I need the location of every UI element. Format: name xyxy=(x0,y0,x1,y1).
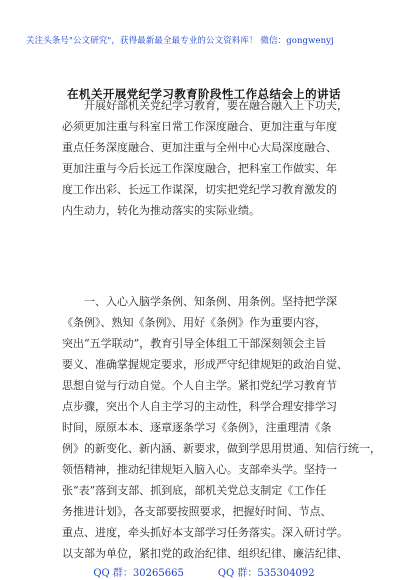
promo-header: 关注头条号"公文研究"，获得最新最全最专业的公文资料库！ 微信：gongwenyj xyxy=(26,36,334,46)
paragraph-line: 要义、准确掌握规定要求，形成严守纪律规矩的政治自觉、 xyxy=(62,358,348,371)
document-title: 在机关开展党纪学习教育阶段性工作总结会上的讲话 xyxy=(67,87,341,101)
paragraph-line: 领悟精神，推动纪律规矩入脑入心。支部牵头学。坚持一 xyxy=(62,463,337,476)
paragraph-line: 《条例》、熟知《条例》、用好《条例》作为重要内容， xyxy=(62,316,326,329)
footer-qq-group-2: QQ 群：535304092 xyxy=(217,568,315,579)
footer-qq-group-1: QQ 群：30265665 xyxy=(93,568,184,579)
paragraph-line: 例》的新变化、新内涵、新要求，做到学思用贯通、知信行统一， xyxy=(62,442,381,455)
paragraph-line: 一、入心入脑学条例、知条例、用条例。坚持把学深 xyxy=(84,295,337,308)
paragraph-line: 时间，原原本本、逐章逐条学习《条例》，注重理清《条 xyxy=(62,421,332,434)
paragraph-1 xyxy=(62,95,374,221)
paragraph-line: 突出“五学联动”，教育引导全体组工干部深刻领会主旨 xyxy=(62,337,327,350)
paragraph-line: 务推进计划》，各支部要按照要求，把握好时间、节点、 xyxy=(62,505,332,518)
paragraph-line: 以支部为单位，紧扣党的政治纪律、组织纪律、廉洁纪律、 xyxy=(62,547,348,560)
paragraph-line: 张“表”落到支部、抓到底，部机关党总支制定《工作任 xyxy=(62,484,327,497)
paragraph-line: 重点任务深度融合、更加注重与全州中心大局深度融合、 xyxy=(62,141,337,154)
paragraph-line: 必须更加注重与科室日常工作深度融合、更加注重与年度 xyxy=(62,120,337,133)
paragraph-line: 重点、进度，牵头抓好本支部学习任务落实。深入研讨学。 xyxy=(62,526,348,539)
paragraph-2 xyxy=(62,291,381,564)
paragraph-line: 开展好部机关党纪学习教育，要在融合融入上下功夫， xyxy=(84,99,348,112)
paragraph-line: 点步骤，突出个人自主学习的主动性，科学合理安排学习 xyxy=(62,400,337,413)
paragraph-line: 度工作出彩、长远工作谋深，切实把党纪学习教育激发的 xyxy=(62,183,337,196)
footer-contacts xyxy=(0,564,408,579)
paragraph-line: 内生动力，转化为推动落实的实际业绩。 xyxy=(62,204,260,217)
paragraph-line: 思想自觉与行动自觉。个人自主学。紧扣党纪学习教育节 xyxy=(62,379,337,392)
paragraph-line: 更加注重与今后长远工作深度融合，把科室工作做实、年 xyxy=(62,162,337,175)
